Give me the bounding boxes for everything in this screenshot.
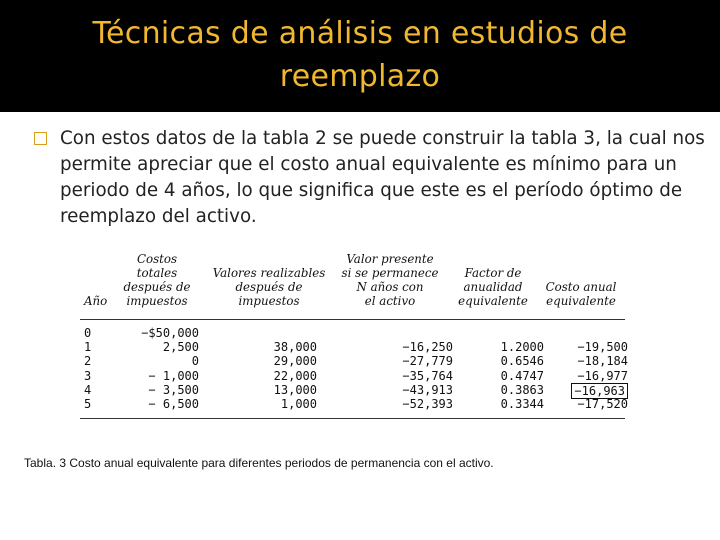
slide-title xyxy=(40,12,680,98)
cell-year: 4 xyxy=(84,382,92,397)
cell-year: 1 xyxy=(84,340,92,355)
header-costs-line: Costos xyxy=(136,252,178,266)
slide-title-line-1: Técnicas de análisis en estudios de xyxy=(92,16,628,51)
table-row xyxy=(80,397,628,411)
cell-present: −52,393 xyxy=(402,397,453,411)
table-caption: Tabla. 3 Costo anual equivalente para diferentes periodos de permanencia con el activo. xyxy=(24,456,494,470)
cell-cost: − 6,500 xyxy=(148,397,199,411)
cell-cost: 0 xyxy=(191,354,199,369)
header-costs-line: después de xyxy=(123,280,191,294)
header-factor xyxy=(450,266,536,308)
cell-annual: −16,977 xyxy=(577,368,628,383)
header-present-line: el activo xyxy=(364,294,416,308)
table-row xyxy=(80,354,628,369)
cell-factor: 1.2000 xyxy=(500,340,544,355)
bullet-text: Con estos datos de la tabla 2 se puede construir la tabla 3, la cual nos permite apreciar que el costo anual equivalente es mínimo para un periodo de 4 años, lo que significa que este es el período óptimo de reemplazo del activo. xyxy=(60,128,705,227)
cell-factor: 0.6546 xyxy=(500,354,544,369)
header-year: Año xyxy=(84,294,108,308)
header-factor-line: anualidad xyxy=(463,280,523,294)
table-row xyxy=(80,368,628,383)
cell-realizable: 13,000 xyxy=(273,382,317,397)
header-factor-line: Factor de xyxy=(464,266,522,280)
header-annual-line: equivalente xyxy=(546,294,616,308)
header-present-value xyxy=(336,252,444,308)
cell-present: −43,913 xyxy=(402,382,453,397)
checkbox-bullet-icon xyxy=(34,132,47,145)
cell-year: 0 xyxy=(84,326,92,340)
table-3-image xyxy=(80,252,628,424)
header-costs-line: totales xyxy=(136,266,178,280)
cell-present: −16,250 xyxy=(402,340,453,355)
cell-year: 2 xyxy=(84,354,92,369)
cell-annual: −16,963 xyxy=(571,383,628,399)
title-bar xyxy=(0,0,720,112)
cell-cost: −$50,000 xyxy=(141,326,199,340)
cell-cost: − 1,000 xyxy=(148,368,199,383)
table-bottom-rule xyxy=(80,418,625,419)
header-realizable-line: Valores realizables xyxy=(212,266,326,280)
cell-annual: −17,520 xyxy=(577,397,628,411)
cell-factor: 0.3863 xyxy=(500,382,544,397)
header-annual-cost xyxy=(538,280,624,308)
header-present-line: Valor presente xyxy=(346,252,434,266)
table-top-rule xyxy=(80,319,625,320)
cell-year: 5 xyxy=(84,397,92,411)
cell-realizable: 29,000 xyxy=(273,354,317,369)
cell-present: −27,779 xyxy=(402,354,453,369)
header-realizable-line: después de xyxy=(235,280,303,294)
cell-cost: − 3,500 xyxy=(148,382,199,397)
cell-annual: −18,184 xyxy=(577,354,628,369)
header-present-line: N años con xyxy=(356,280,424,294)
header-realizable-line: impuestos xyxy=(238,294,300,308)
header-realizable xyxy=(206,266,332,308)
header-factor-line: equivalente xyxy=(458,294,528,308)
cell-year: 3 xyxy=(84,368,92,383)
table-row xyxy=(80,383,625,397)
header-costs-line: impuestos xyxy=(126,294,188,308)
cell-factor: 0.3344 xyxy=(500,397,544,411)
cell-annual: −19,500 xyxy=(577,340,628,355)
cell-realizable: 38,000 xyxy=(273,340,317,355)
table-row xyxy=(80,340,628,355)
header-annual-line: Costo anual xyxy=(545,280,617,294)
header-present-line: si se permanece xyxy=(341,266,439,280)
cell-realizable: 1,000 xyxy=(280,397,317,411)
table-row xyxy=(80,326,625,340)
slide-title-line-2: reemplazo xyxy=(279,59,441,94)
cell-present: −35,764 xyxy=(402,368,453,383)
cell-factor: 0.4747 xyxy=(500,368,544,383)
header-costs xyxy=(116,252,198,308)
cell-cost: 2,500 xyxy=(162,340,199,355)
cell-realizable: 22,000 xyxy=(273,368,317,383)
